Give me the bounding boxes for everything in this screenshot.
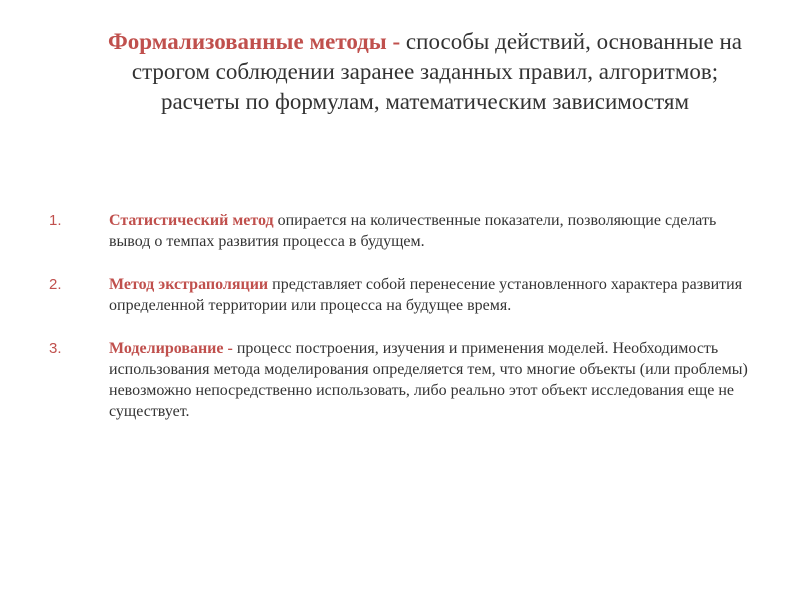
method-name: Метод экстраполяции — [109, 276, 269, 293]
list-item-text — [109, 274, 749, 316]
method-description: опирается на количественные показатели, позволяющие сделать вывод о темпах развития процесса в будущем. — [109, 212, 717, 250]
list-item-text — [109, 338, 749, 422]
title-term: Формализованные методы - — [108, 29, 401, 54]
list-item — [49, 338, 749, 422]
list-item-number: 1. — [49, 212, 62, 229]
list-item-text — [109, 210, 749, 252]
method-name: Статистический метод — [109, 212, 274, 229]
slide-title — [100, 27, 750, 117]
list-item — [49, 274, 749, 316]
method-description: представляет собой перенесение установленного характера развития определенной территории или процесса на будущее время. — [109, 276, 743, 314]
methods-list — [49, 210, 749, 422]
list-item — [49, 210, 749, 252]
method-description: процесс построения, изучения и применения моделей. Необходимость использования метода моделирования определяется тем, что многие объекты (или проблемы) невозможно непосредственно использовать, либо реально этот объект исследования еще не существует. — [109, 340, 748, 420]
list-item-number: 2. — [49, 276, 62, 293]
title-definition: способы действий, основанные на строгом соблюдении заранее заданных правил, алгоритмов; расчеты по формулам, математическим зависимостям — [131, 29, 742, 114]
list-item-number: 3. — [49, 340, 62, 357]
method-name: Моделирование - — [109, 340, 233, 357]
